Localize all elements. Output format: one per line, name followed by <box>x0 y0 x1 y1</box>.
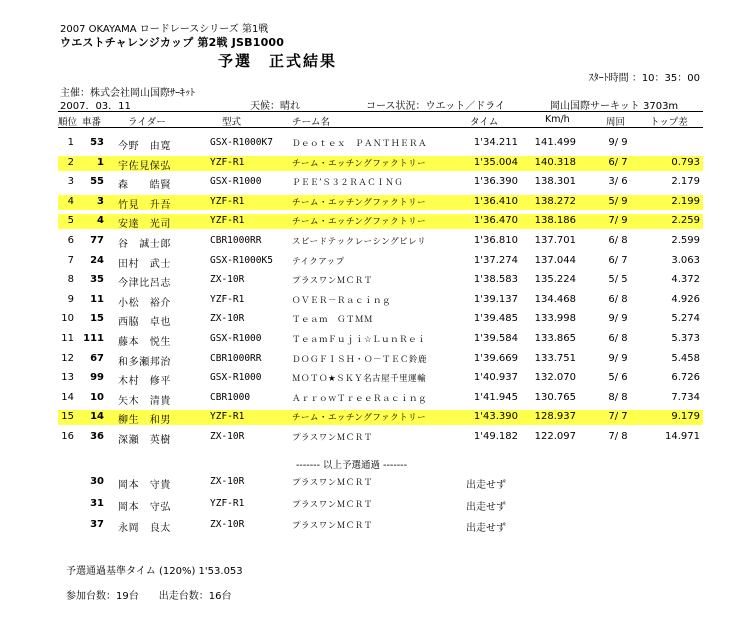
table-row <box>0 410 744 425</box>
cell-pos: 13 <box>61 372 74 384</box>
cell-team: プラスワンＭＣＲＴ <box>292 433 373 443</box>
table-row <box>0 371 744 386</box>
cell-rider: 矢木 清貴 <box>118 395 171 407</box>
cell-pos: 10 <box>61 313 74 325</box>
cell-model: ZX-10R <box>210 313 245 325</box>
cell-gap: 3.063 <box>671 254 700 266</box>
cell-gap: 2.259 <box>671 215 700 227</box>
cell-gap: 4.372 <box>671 274 700 286</box>
cell-pos: 11 <box>61 333 74 344</box>
cell-pos: 3 <box>67 176 74 188</box>
cell-rider: 安達 光司 <box>118 219 171 231</box>
cell-time: 1'34.211 <box>473 137 518 148</box>
cell-num: 53 <box>90 137 104 148</box>
cell-gap: 6.726 <box>671 372 700 384</box>
cell-time: 1'49.182 <box>473 431 518 442</box>
cell-rider: 田村 武士 <box>118 258 171 270</box>
cell-gap: 14.971 <box>665 431 700 442</box>
cell-model: GSX-R1000K7 <box>210 137 273 148</box>
table-row <box>0 430 744 445</box>
cell-num: 11 <box>90 293 104 305</box>
cell-pos: 9 <box>67 293 74 305</box>
cell-laps: 6/ 8 <box>608 333 628 344</box>
col-model: 型式 <box>222 117 242 128</box>
cell-num: 35 <box>90 274 104 286</box>
cell-time: 1'43.390 <box>473 411 518 423</box>
cell-model: ZX-10R <box>210 476 245 487</box>
cell-rider: 岡本 守貴 <box>118 480 171 491</box>
cell-laps: 9/ 9 <box>608 313 628 325</box>
cell-team: チーム・エッチングファクトリー <box>292 413 427 424</box>
cell-gap: 5.274 <box>671 313 700 325</box>
col-laps: 周回 <box>606 117 626 128</box>
cell-team: ＴｅａｍＦｕｊｉ☆ＬｕｎＲｅｉ <box>292 335 427 345</box>
table-row <box>0 195 744 210</box>
cell-model: YZF-R1 <box>210 156 245 168</box>
cell-speed: 137.044 <box>534 254 576 266</box>
cell-num: 1 <box>97 156 104 168</box>
cell-laps: 7/ 7 <box>608 411 628 423</box>
cell-gap: 5.458 <box>671 352 700 364</box>
cell-num: 99 <box>90 372 104 384</box>
cell-num: 67 <box>90 352 104 364</box>
table-row <box>0 234 744 249</box>
cell-model: YZF-R1 <box>210 195 245 207</box>
dns-row <box>0 475 744 490</box>
cell-rider: 岡本 守弘 <box>118 501 171 513</box>
dns-row <box>0 497 744 512</box>
cell-speed: 140.318 <box>534 156 576 168</box>
cell-rider: 森 皓賢 <box>118 180 171 192</box>
table-row <box>0 293 744 308</box>
cell-status: 出走せず <box>466 523 506 534</box>
cell-num: 36 <box>90 431 104 442</box>
qualify-separator: ------- 以上予選通過 ------- <box>296 460 408 471</box>
cell-team: プラスワンＭＣＲＴ <box>292 521 373 531</box>
cell-team: ＭＯＴＯ★ＳＫＹ名古屋千里運輸 <box>292 374 427 385</box>
cell-time: 1'37.274 <box>473 254 518 266</box>
cell-rider: 今津比呂志 <box>118 278 171 290</box>
cell-rider: 竹見 升吾 <box>118 199 171 211</box>
cell-gap: 9.179 <box>671 411 700 423</box>
cell-time: 1'39.584 <box>473 333 518 344</box>
cup-title: ウエストチャレンジカップ 第2戦 JSB1000 <box>60 36 285 49</box>
cell-rider: 宇佐見保弘 <box>118 160 171 172</box>
cell-team: Ｔｅａｍ ＧＴＭＭ <box>292 315 374 326</box>
cell-time: 1'36.810 <box>473 235 518 246</box>
cell-pos: 8 <box>67 274 74 286</box>
cell-num: 30 <box>90 476 104 487</box>
cell-team: スピードテックレーシングピレリ <box>292 237 427 247</box>
cell-gap: 0.793 <box>671 156 700 168</box>
cell-team: ＰＥＥ’Ｓ３２ＲＡＣＩＮＧ <box>292 178 404 189</box>
header-rule-bottom <box>58 127 703 128</box>
col-gap: トップ差 <box>650 117 688 128</box>
cell-pos: 6 <box>67 235 74 246</box>
col-pos: 順位 <box>58 117 78 128</box>
cell-speed: 135.224 <box>534 274 576 286</box>
cell-gap: 5.373 <box>671 333 700 344</box>
cell-gap: 2.179 <box>671 176 700 188</box>
cell-speed: 133.865 <box>534 333 576 344</box>
col-team: チーム名 <box>292 117 331 128</box>
cell-pos: 16 <box>61 431 74 442</box>
cell-rider: 小松 裕介 <box>118 297 171 309</box>
cell-pos: 14 <box>61 391 74 403</box>
cell-speed: 137.701 <box>534 235 576 246</box>
table-row <box>0 156 744 171</box>
cell-model: CBR1000RR <box>210 235 262 246</box>
cell-team: テイクアップ <box>292 256 345 267</box>
cell-laps: 5/ 9 <box>608 195 628 207</box>
cell-laps: 5/ 5 <box>608 274 628 286</box>
cell-num: 55 <box>90 176 104 188</box>
cell-pos: 15 <box>61 411 74 423</box>
course-condition: コース状況：ウエット／ドライ <box>366 101 505 112</box>
cell-model: YZF-R1 <box>210 293 245 305</box>
cell-model: ZX-10R <box>210 431 245 442</box>
table-row <box>0 214 744 229</box>
entry-counts: 参加台数：19台 出走台数：16台 <box>66 591 232 602</box>
cell-speed: 133.998 <box>534 313 576 325</box>
cell-num: 4 <box>97 215 104 227</box>
qualify-time: 予選通過基準タイム (120%) 1'53.053 <box>66 566 243 577</box>
cell-time: 1'36.410 <box>473 195 518 207</box>
cell-team: チーム・エッチングファクトリー <box>292 197 427 208</box>
table-row <box>0 312 744 327</box>
cell-laps: 6/ 8 <box>608 293 628 305</box>
cell-laps: 7/ 9 <box>608 215 628 227</box>
cell-model: YZF-R1 <box>210 497 245 509</box>
cell-laps: 9/ 9 <box>608 137 628 148</box>
table-row <box>0 332 744 347</box>
cell-rider: 木村 修平 <box>118 376 171 388</box>
cell-pos: 1 <box>67 137 74 148</box>
cell-speed: 141.499 <box>534 137 576 148</box>
circuit-name: 岡山国際サーキット 3703m <box>550 101 679 112</box>
cell-rider: 和多瀬邦治 <box>118 356 171 368</box>
cell-time: 1'39.485 <box>473 313 518 325</box>
cell-num: 37 <box>90 519 104 530</box>
col-num: 車番 <box>82 117 102 128</box>
cell-speed: 132.070 <box>534 372 576 384</box>
cell-time: 1'38.583 <box>473 274 518 286</box>
cell-rider: 西脇 卓也 <box>118 317 171 329</box>
cell-num: 3 <box>97 195 104 207</box>
cell-rider: 谷 誠士郎 <box>118 239 171 250</box>
cell-pos: 7 <box>67 254 74 266</box>
dns-row <box>0 518 744 533</box>
series-title: 2007 OKAYAMA ロードレースシリーズ 第1戦 <box>60 24 269 35</box>
cell-model: YZF-R1 <box>210 215 245 227</box>
organizer: 主催：株式会社岡山国際ｻｰｷｯﾄ <box>60 88 195 99</box>
cell-model: GSX-R1000 <box>210 176 262 188</box>
cell-time: 1'41.945 <box>473 391 518 403</box>
cell-time: 1'36.470 <box>473 215 518 227</box>
event-info <box>60 97 700 111</box>
table-row <box>0 175 744 190</box>
cell-laps: 8/ 8 <box>608 391 628 403</box>
col-time: タイム <box>470 117 499 128</box>
cell-model: GSX-R1000 <box>210 333 262 344</box>
page-title: 予選 正式結果 <box>218 52 338 70</box>
cell-laps: 9/ 9 <box>608 352 628 364</box>
cell-team: ＤＯＧＦＩＳＨ・Ｏ－ＴＥＣ鈴鹿 <box>292 354 428 365</box>
cell-speed: 138.272 <box>534 195 576 207</box>
cell-pos: 4 <box>67 195 74 207</box>
table-row <box>0 391 744 406</box>
cell-num: 111 <box>83 333 104 344</box>
cell-rider: 藤本 悦生 <box>118 337 171 348</box>
cell-model: CBR1000 <box>210 391 251 403</box>
cell-pos: 5 <box>67 215 74 227</box>
cell-time: 1'36.390 <box>473 176 518 188</box>
cell-team: プラスワンＭＣＲＴ <box>292 276 373 287</box>
weather: 天候：晴れ <box>250 101 300 112</box>
cell-laps: 7/ 8 <box>608 431 628 442</box>
cell-speed: 134.468 <box>534 293 576 305</box>
cell-model: ZX-10R <box>210 274 245 286</box>
cell-model: CBR1000RR <box>210 352 262 364</box>
cell-time: 1'35.004 <box>473 156 518 168</box>
cell-pos: 12 <box>61 352 74 364</box>
cell-rider: 永岡 良太 <box>118 523 171 534</box>
cell-status: 出走せず <box>466 501 506 513</box>
cell-model: GSX-R1000K5 <box>210 254 273 266</box>
cell-rider: 深瀬 英樹 <box>118 435 171 446</box>
cell-team: プラスワンＭＣＲＴ <box>292 478 373 488</box>
cell-speed: 133.751 <box>534 352 576 364</box>
cell-num: 10 <box>90 391 104 403</box>
header-rule-top <box>58 111 703 112</box>
col-speed: Km/h <box>545 114 570 125</box>
cell-time: 1'39.137 <box>473 293 518 305</box>
cell-team: プラスワンＭＣＲＴ <box>292 499 373 510</box>
cell-team: ＡｒｒｏｗＴｒｅｅＲａｃｉｎｇ <box>292 393 428 404</box>
cell-gap: 2.599 <box>671 235 700 246</box>
table-row <box>0 136 744 151</box>
cell-gap: 4.926 <box>671 293 700 305</box>
cell-time: 1'39.669 <box>473 352 518 364</box>
col-rider: ライダー <box>128 117 166 128</box>
table-row <box>0 352 744 367</box>
cell-team: Ｄｅｏｔｅｘ ＰＡＮＴＨＥＲＡ <box>292 139 428 149</box>
cell-laps: 3/ 6 <box>608 176 628 188</box>
cell-num: 24 <box>90 254 104 266</box>
cell-speed: 138.301 <box>534 176 576 188</box>
table-row <box>0 273 744 288</box>
cell-num: 77 <box>90 235 104 246</box>
cell-laps: 6/ 8 <box>608 235 628 246</box>
cell-status: 出走せず <box>466 480 506 491</box>
cell-num: 14 <box>90 411 104 423</box>
cell-speed: 122.097 <box>534 431 576 442</box>
cell-rider: 柳生 和男 <box>118 415 171 427</box>
cell-num: 31 <box>90 497 104 509</box>
cell-rider: 今野 由寛 <box>118 141 171 152</box>
cell-model: YZF-R1 <box>210 411 245 423</box>
event-date: 2007．03．11 <box>60 101 131 112</box>
cell-speed: 138.186 <box>534 215 576 227</box>
cell-team: ＯＶＥＲ－Ｒａｃｉｎｇ <box>292 295 392 306</box>
cell-speed: 128.937 <box>534 411 576 423</box>
cell-gap: 2.199 <box>671 195 700 207</box>
cell-time: 1'40.937 <box>473 372 518 384</box>
cell-laps: 6/ 7 <box>608 156 628 168</box>
table-header <box>0 113 744 127</box>
cell-gap: 7.734 <box>671 391 700 403</box>
cell-model: GSX-R1000 <box>210 372 262 384</box>
cell-team: チーム・エッチングファクトリー <box>292 158 427 169</box>
cell-laps: 6/ 7 <box>608 254 628 266</box>
cell-pos: 2 <box>67 156 74 168</box>
table-row <box>0 254 744 269</box>
cell-model: ZX-10R <box>210 519 245 530</box>
start-time: ｽﾀｰﾄ時間 ：10：35：00 <box>588 73 700 84</box>
cell-speed: 130.765 <box>534 391 576 403</box>
cell-num: 15 <box>90 313 104 325</box>
cell-laps: 5/ 6 <box>608 372 628 384</box>
cell-team: チーム・エッチングファクトリー <box>292 217 427 228</box>
